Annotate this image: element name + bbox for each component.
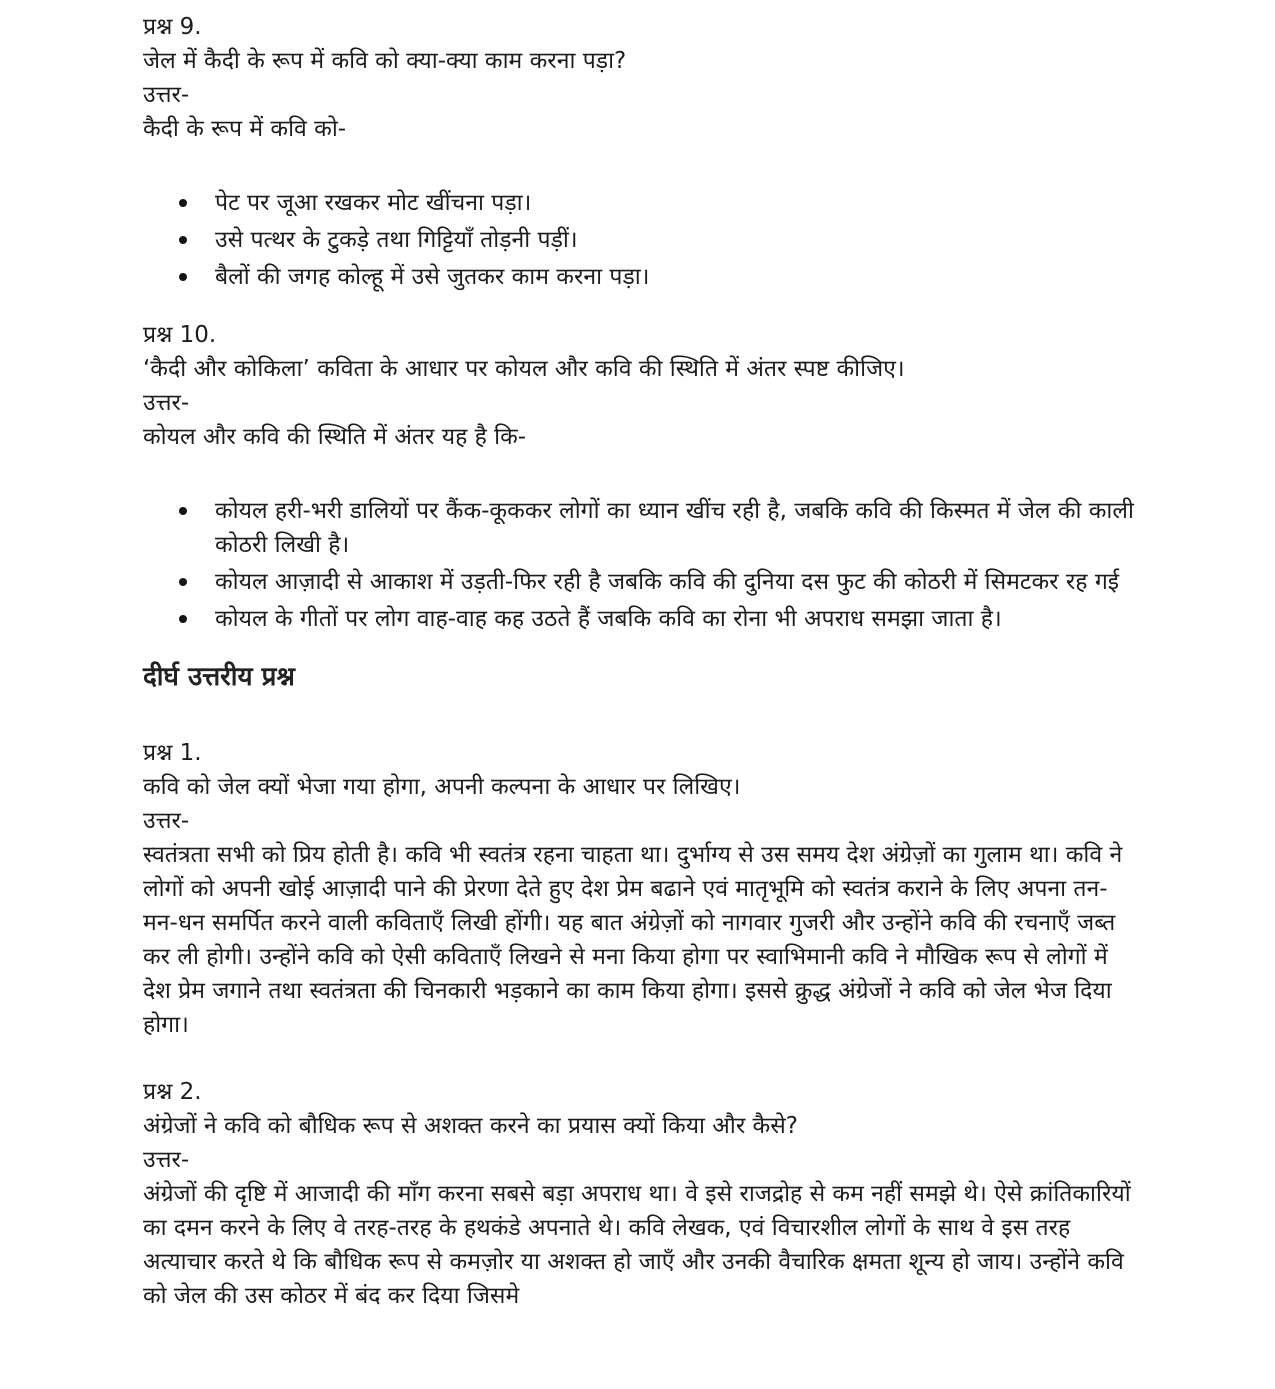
bullet-list bbox=[143, 186, 1137, 294]
list-item bbox=[215, 602, 1137, 636]
answer-label: उत्तर- bbox=[143, 808, 190, 834]
question-label: प्रश्न 2. bbox=[143, 1079, 202, 1105]
question-text: कवि को जेल क्यों भेजा गया होगा, अपनी कल्पना के आधार पर लिखिए। bbox=[143, 774, 741, 800]
bullet-icon bbox=[179, 578, 187, 586]
answer-label: उत्तर- bbox=[143, 390, 190, 416]
section-heading-long-answer: दीर्घ उत्तरीय प्रश्न bbox=[143, 662, 295, 692]
question-text: अंग्रेजों ने कवि को बौधिक रूप से अशक्त करने का प्रयास क्यों किया और कैसे? bbox=[143, 1113, 798, 1139]
bullet-icon bbox=[179, 236, 187, 244]
question-10-block bbox=[143, 318, 1137, 636]
question-2-block bbox=[143, 1075, 1137, 1313]
question-label: प्रश्न 9. bbox=[143, 14, 202, 40]
answer-paragraph: स्वतंत्रता सभी को प्रिय होती है। कवि भी स्वतंत्र रहना चाहता था। दुर्भाग्य से उस समय देश अंग्रेज़ों का गुलाम था। कवि ने लोगों को अपनी खोई आज़ादी पाने की प्रेरणा देते हुए देश प्रेम बढाने एवं मातृभूमि को स्वतंत्र कराने के लिए अपना तन-मन-धन समर्पित करने वाली कविताएँ लिखी होंगी। यह बात अंग्रेज़ों को नागवार गुजरी और उन्होंने कवि की रचनाएँ जब्त कर ली होगी। उन्होंने कवि को ऐसी कविताएँ लिखने से मना किया होगा पर स्वाभिमानी कवि ने मौखिक रूप से लोगों में देश प्रेम जगाने तथा स्वतंत्रता की चिनकारी भड़काने का काम किया होगा। इससे क्रुद्ध अंग्रेजों ने कवि को जेल भेज दिया होगा। bbox=[143, 842, 1123, 1038]
question-text: जेल में कैदी के रूप में कवि को क्या-क्या काम करना पड़ा? bbox=[143, 48, 627, 74]
bullet-icon bbox=[179, 273, 187, 281]
bullet-icon bbox=[179, 507, 187, 515]
question-9-block bbox=[143, 10, 1137, 294]
answer-intro: कोयल और कवि की स्थिति में अंतर यह है कि- bbox=[143, 424, 527, 450]
bullet-icon bbox=[179, 615, 187, 623]
list-item-text: पेट पर जूआ रखकर मोट खींचना पड़ा। bbox=[215, 190, 532, 216]
answer-label: उत्तर- bbox=[143, 1147, 190, 1173]
question-1-block bbox=[143, 736, 1137, 1042]
list-item bbox=[215, 186, 1137, 220]
list-item-text: कोयल आज़ादी से आकाश में उड़ती-फिर रही है जबकि कवि की दुनिया दस फुट की कोठरी में सिमटकर रह गई bbox=[215, 569, 1120, 595]
question-text: ‘कैदी और कोकिला’ कविता के आधार पर कोयल और कवि की स्थिति में अंतर स्पष्ट कीजिए। bbox=[143, 356, 905, 382]
answer-label: उत्तर- bbox=[143, 82, 190, 108]
answer-intro: कैदी के रूप में कवि को- bbox=[143, 116, 347, 142]
bullet-icon bbox=[179, 199, 187, 207]
list-item-text: बैलों की जगह कोल्हू में उसे जुतकर काम करना पड़ा। bbox=[215, 264, 650, 290]
list-item bbox=[215, 223, 1137, 257]
question-label: प्रश्न 10. bbox=[143, 322, 217, 348]
question-label: प्रश्न 1. bbox=[143, 740, 202, 766]
list-item-text: कोयल हरी-भरी डालियों पर कैंक-कूककर लोगों का ध्यान खींच रही है, जबकि कवि की किस्मत में जेल की काली कोठरी लिखी है। bbox=[215, 498, 1134, 558]
list-item bbox=[215, 565, 1137, 599]
answer-paragraph: अंग्रेजों की दृष्टि में आजादी की माँग करना सबसे बड़ा अपराध था। वे इसे राजद्रोह से कम नहीं समझे थे। ऐसे क्रांतिकारियों का दमन करने के लिए वे तरह-तरह के हथकंडे अपनाते थे। कवि लेखक, एवं विचारशील लोगों के साथ वे इस तरह अत्याचार करते थे कि बौधिक रूप से कमज़ोर या अशक्त हो जाएँ और उनकी वैचारिक क्षमता शून्य हो जाय। उन्होंने कवि को जेल की उस कोठर में बंद कर दिया जिसमे bbox=[143, 1181, 1131, 1309]
list-item bbox=[215, 494, 1137, 562]
bullet-list bbox=[143, 494, 1137, 636]
list-item-text: कोयल के गीतों पर लोग वाह-वाह कह उठते हैं जबकि कवि का रोना भी अपराध समझा जाता है। bbox=[215, 606, 1002, 632]
list-item-text: उसे पत्थर के टुकड़े तथा गिट्टियाँ तोड़नी पड़ीं। bbox=[215, 227, 578, 253]
list-item bbox=[215, 260, 1137, 294]
